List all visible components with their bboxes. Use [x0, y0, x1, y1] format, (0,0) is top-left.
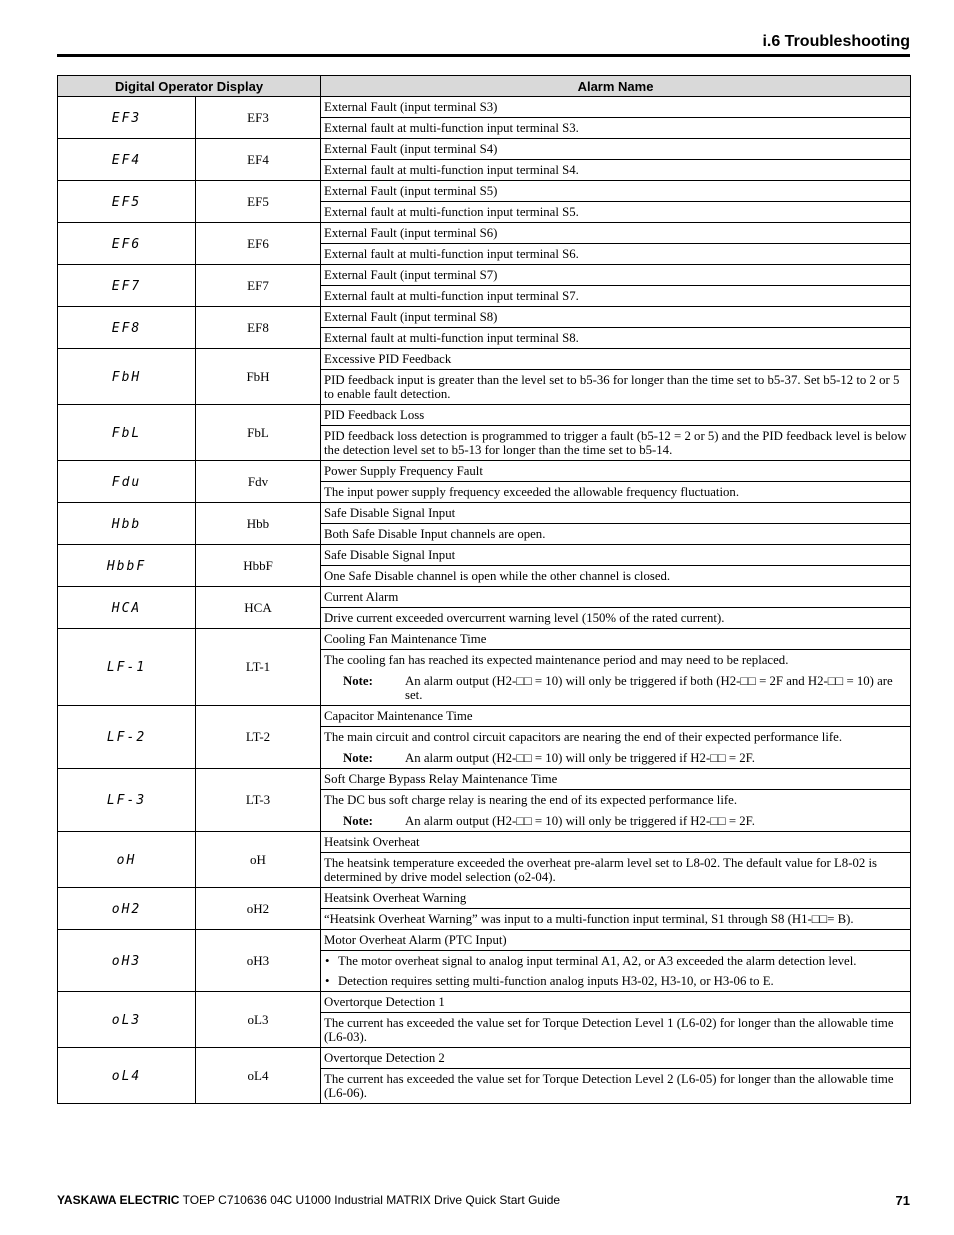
description-text: The current has exceeded the value set for Torque Detection Level 1 (L6-02) for longer than the allowable time (L6-03). [324, 1016, 894, 1044]
bullet-text: The motor overheat signal to analog input terminal A1, A2, or A3 exceeded the alarm detection level. [338, 954, 857, 968]
bullet-text: Detection requires setting multi-function analog inputs H3-02, H3-10, or H3-06 to E. [338, 974, 774, 988]
alarm-name: PID Feedback Loss [321, 405, 911, 426]
note-label: Note: [343, 814, 373, 828]
table-row [58, 139, 911, 160]
description-text: PID feedback input is greater than the level set to b5-36 for longer than the time set to b5-37. Set b5-12 to 2 or 5 to enable fault detection. [324, 373, 900, 401]
alarm-code: HbbF [196, 545, 321, 587]
note [324, 751, 907, 765]
alarm-code: FbH [196, 349, 321, 405]
table-row [58, 706, 911, 727]
alarm-code: EF6 [196, 223, 321, 265]
segment-display-text: oH3 [111, 953, 142, 969]
alarm-code: FbL [196, 405, 321, 461]
table-row [58, 992, 911, 1013]
table-row [58, 1048, 911, 1069]
table-row [58, 405, 911, 426]
alarm-description [321, 524, 911, 545]
alarm-name: Safe Disable Signal Input [321, 545, 911, 566]
description-text: One Safe Disable channel is open while the other channel is closed. [324, 569, 671, 583]
footer-brand: YASKAWA ELECTRIC [57, 1193, 180, 1207]
alarm-description [321, 727, 911, 769]
alarm-code: oH [196, 832, 321, 888]
alarm-name: Heatsink Overheat [321, 832, 911, 853]
footer [57, 1193, 560, 1207]
col-header-display: Digital Operator Display [58, 76, 321, 97]
segment-display-text: EF5 [111, 194, 142, 210]
alarm-description [321, 608, 911, 629]
alarm-code: oL4 [196, 1048, 321, 1104]
alarm-description [321, 202, 911, 223]
segment-display-text: EF7 [111, 278, 142, 294]
segment-display-cell [58, 139, 196, 181]
segment-display-text: Fdu [111, 474, 142, 490]
segment-display-text: EF3 [111, 110, 142, 126]
segment-display-cell [58, 545, 196, 587]
alarm-description [321, 244, 911, 265]
segment-display-text: HCA [111, 600, 142, 616]
alarm-name: Capacitor Maintenance Time [321, 706, 911, 727]
segment-display-text: oL3 [111, 1012, 142, 1028]
alarm-code: EF3 [196, 97, 321, 139]
segment-display-cell [58, 706, 196, 769]
description-text: External fault at multi-function input terminal S3. [324, 121, 579, 135]
segment-display-text: Hbb [111, 516, 142, 532]
description-text: External fault at multi-function input terminal S4. [324, 163, 579, 177]
segment-display-cell [58, 503, 196, 545]
alarm-description [321, 426, 911, 461]
alarm-description [321, 328, 911, 349]
alarm-name: Heatsink Overheat Warning [321, 888, 911, 909]
segment-display-cell [58, 461, 196, 503]
table-row [58, 545, 911, 566]
description-text: External fault at multi-function input terminal S7. [324, 289, 579, 303]
alarm-code: EF7 [196, 265, 321, 307]
table-row [58, 461, 911, 482]
alarm-name: Overtorque Detection 1 [321, 992, 911, 1013]
bullet-icon: • [325, 974, 330, 988]
segment-display-text: LF-3 [106, 793, 147, 808]
note [324, 814, 907, 828]
alarm-description [321, 853, 911, 888]
description-text: The current has exceeded the value set for Torque Detection Level 2 (L6-05) for longer than the allowable time (L6-06). [324, 1072, 894, 1100]
segment-display-cell [58, 769, 196, 832]
segment-display-text: LF-1 [106, 660, 147, 675]
section-title: i.6 Troubleshooting [762, 33, 910, 50]
page-number: 71 [895, 1193, 910, 1208]
table-row [58, 888, 911, 909]
segment-display-cell [58, 97, 196, 139]
table-row [58, 223, 911, 244]
description-text: The DC bus soft charge relay is nearing the end of its expected performance life. [324, 793, 738, 807]
description-text: The main circuit and control circuit capacitors are nearing the end of their expected performance life. [324, 730, 843, 744]
alarm-code: EF5 [196, 181, 321, 223]
note-label: Note: [343, 674, 373, 688]
alarm-description [321, 370, 911, 405]
alarm-code: Fdv [196, 461, 321, 503]
bullet-item [324, 974, 907, 988]
segment-display-text: FbH [111, 369, 142, 385]
alarm-name: Safe Disable Signal Input [321, 503, 911, 524]
col-header-alarm: Alarm Name [321, 76, 911, 97]
table-row [58, 930, 911, 951]
alarm-name: Current Alarm [321, 587, 911, 608]
alarm-description [321, 650, 911, 706]
segment-display-cell [58, 307, 196, 349]
footer-doc: TOEP C710636 04C U1000 Industrial MATRIX Drive Quick Start Guide [179, 1193, 561, 1207]
note [324, 674, 907, 702]
segment-display-text: EF8 [111, 320, 142, 336]
alarm-description [321, 951, 911, 992]
segment-display-cell [58, 349, 196, 405]
alarm-name: Power Supply Frequency Fault [321, 461, 911, 482]
segment-display-cell [58, 265, 196, 307]
alarm-description [321, 286, 911, 307]
description-text: External fault at multi-function input terminal S5. [324, 205, 579, 219]
alarm-name: Overtorque Detection 2 [321, 1048, 911, 1069]
alarm-name: External Fault (input terminal S5) [321, 181, 911, 202]
segment-display-text: FbL [111, 425, 142, 441]
segment-display-cell [58, 832, 196, 888]
alarm-code: LT-1 [196, 629, 321, 706]
alarm-name: External Fault (input terminal S4) [321, 139, 911, 160]
segment-display-cell [58, 1048, 196, 1104]
alarm-description [321, 1069, 911, 1104]
description-text: The heatsink temperature exceeded the overheat pre-alarm level set to L8-02. The default value for L8-02 is determined by drive model selection (o2-04). [324, 856, 877, 884]
segment-display-text: oH2 [111, 901, 142, 917]
alarm-description [321, 1013, 911, 1048]
description-text: The input power supply frequency exceeded the allowable frequency fluctuation. [324, 485, 740, 499]
segment-display-cell [58, 405, 196, 461]
alarm-name: Cooling Fan Maintenance Time [321, 629, 911, 650]
segment-display-text: oL4 [111, 1068, 142, 1084]
alarm-name: External Fault (input terminal S7) [321, 265, 911, 286]
alarm-description [321, 566, 911, 587]
table-row [58, 307, 911, 328]
table-row [58, 587, 911, 608]
header-rule [57, 54, 910, 57]
segment-display-cell [58, 930, 196, 992]
alarm-code: EF4 [196, 139, 321, 181]
alarm-description [321, 118, 911, 139]
alarm-table-body [58, 97, 911, 1104]
segment-display-cell [58, 888, 196, 930]
note-text: An alarm output (H2-□□ = 10) will only be triggered if H2-□□ = 2F. [405, 814, 755, 828]
description-text: Both Safe Disable Input channels are open. [324, 527, 546, 541]
description-text: External fault at multi-function input terminal S8. [324, 331, 579, 345]
description-text: The cooling fan has reached its expected maintenance period and may need to be replaced. [324, 653, 789, 667]
description-text: Drive current exceeded overcurrent warning level (150% of the rated current). [324, 611, 725, 625]
table-row [58, 265, 911, 286]
bullet-item [324, 954, 907, 968]
note-text: An alarm output (H2-□□ = 10) will only be triggered if H2-□□ = 2F. [405, 751, 755, 765]
table-row [58, 769, 911, 790]
alarm-name: External Fault (input terminal S8) [321, 307, 911, 328]
segment-display-text: LF-2 [106, 730, 147, 745]
description-text: External fault at multi-function input terminal S6. [324, 247, 579, 261]
table-row [58, 181, 911, 202]
description-text: “Heatsink Overheat Warning” was input to a multi-function input terminal, S1 through S8 (H1-□□= B). [324, 912, 854, 926]
bullet-icon: • [325, 954, 330, 968]
segment-display-text: HbbF [106, 558, 147, 574]
table-row [58, 832, 911, 853]
table-row [58, 349, 911, 370]
alarm-description [321, 909, 911, 930]
alarm-name: External Fault (input terminal S3) [321, 97, 911, 118]
segment-display-cell [58, 629, 196, 706]
alarm-code: oL3 [196, 992, 321, 1048]
segment-display-text: EF4 [111, 152, 142, 168]
alarm-code: EF8 [196, 307, 321, 349]
alarm-code: HCA [196, 587, 321, 629]
table-row [58, 629, 911, 650]
segment-display-text: oH [116, 852, 137, 868]
note-text: An alarm output (H2-□□ = 10) will only be triggered if both (H2-□□ = 2F and H2-□□ = 10) are set. [405, 674, 893, 702]
segment-display-text: EF6 [111, 236, 142, 252]
alarm-name: Excessive PID Feedback [321, 349, 911, 370]
alarm-name: Soft Charge Bypass Relay Maintenance Time [321, 769, 911, 790]
segment-display-cell [58, 992, 196, 1048]
alarm-code: oH3 [196, 930, 321, 992]
alarm-description [321, 790, 911, 832]
alarm-code: Hbb [196, 503, 321, 545]
alarm-description [321, 160, 911, 181]
table-row [58, 97, 911, 118]
alarm-description [321, 482, 911, 503]
segment-display-cell [58, 181, 196, 223]
alarm-name: External Fault (input terminal S6) [321, 223, 911, 244]
table-header-row [58, 76, 911, 97]
alarm-table [57, 75, 911, 1104]
alarm-code: oH2 [196, 888, 321, 930]
alarm-code: LT-3 [196, 769, 321, 832]
segment-display-cell [58, 223, 196, 265]
description-text: PID feedback loss detection is programmed to trigger a fault (b5-12 = 2 or 5) and the PID feedback level is below the detection level set to b5-13 for longer than the time set to b5-14. [324, 429, 907, 457]
alarm-code: LT-2 [196, 706, 321, 769]
table-row [58, 503, 911, 524]
alarm-name: Motor Overheat Alarm (PTC Input) [321, 930, 911, 951]
note-label: Note: [343, 751, 373, 765]
segment-display-cell [58, 587, 196, 629]
